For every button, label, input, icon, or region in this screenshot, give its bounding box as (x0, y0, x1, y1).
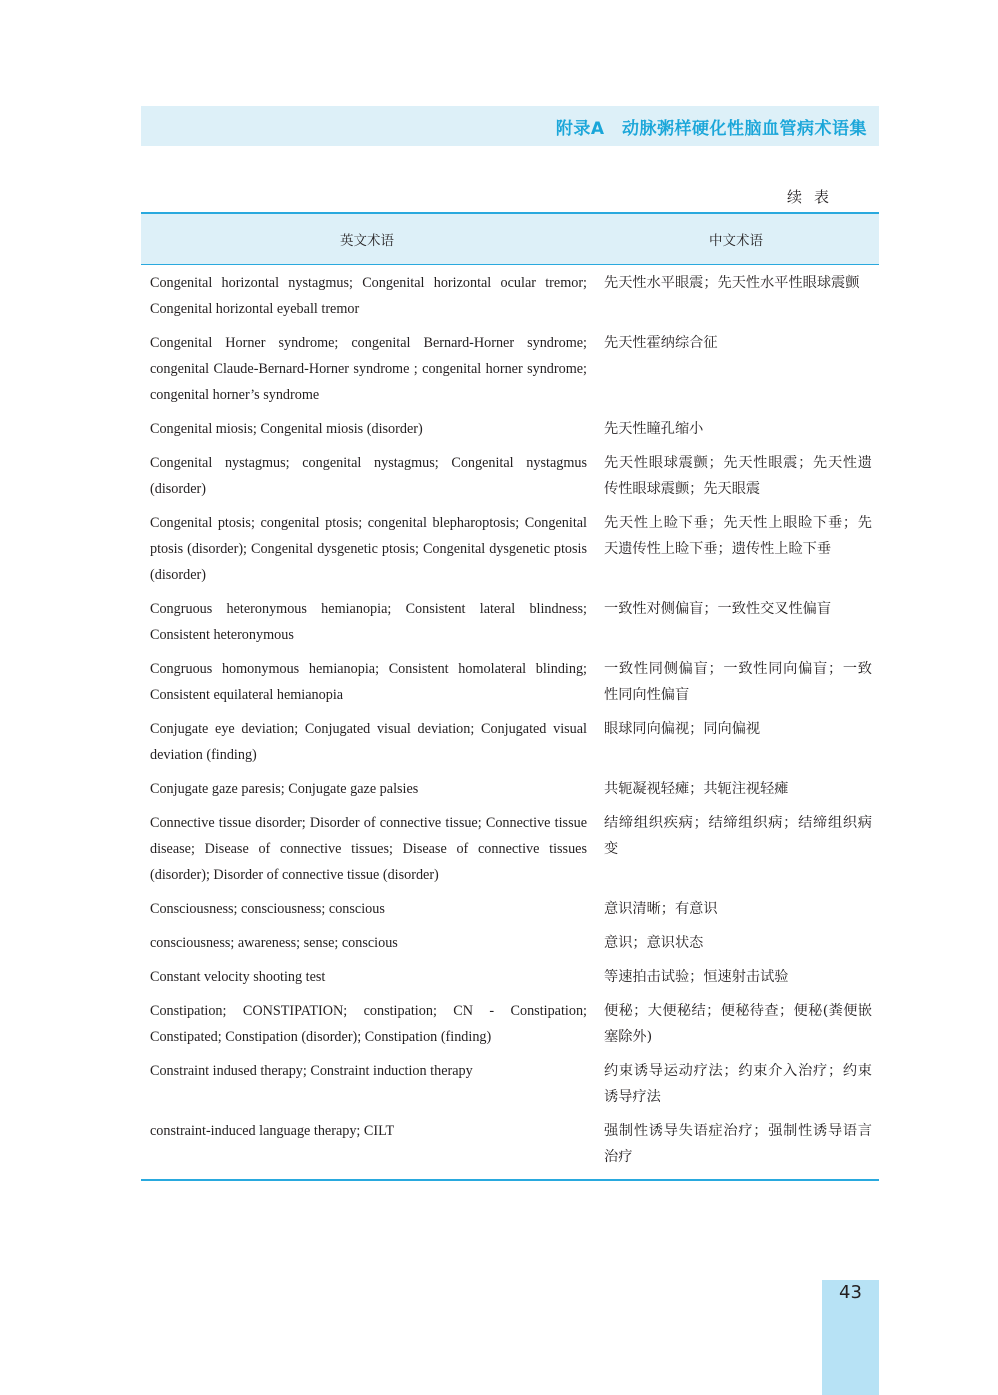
chinese-term-cell: 强制性诱导失语症治疗；强制性诱导语言治疗 (604, 1123, 872, 1165)
table-row (141, 450, 879, 510)
table-body (141, 265, 879, 1179)
english-term-cell: Congenital nystagmus; congenital nystagmus; Congenital nystagmus (disorder) (150, 455, 587, 497)
chinese-term-cell: 眼球同向偏视；同向偏视 (604, 721, 761, 737)
page-number-tab (822, 1280, 879, 1395)
table-row (141, 416, 879, 450)
chinese-term-cell: 先天性上睑下垂；先天性上眼睑下垂；先天遗传性上睑下垂；遗传性上睑下垂 (604, 515, 872, 557)
table-row (141, 656, 879, 716)
english-term-cell: Connective tissue disorder; Disorder of connective tissue; Connective tissue disease; Disease of connective tissues; Disease of connective tissues (disorder); Disorder of connective tissue (disorder) (150, 815, 587, 883)
chinese-term-cell: 先天性瞳孔缩小 (604, 421, 704, 437)
page-number: 43 (839, 1282, 862, 1303)
chinese-term-cell: 先天性眼球震颤；先天性眼震；先天性遗传性眼球震颤；先天眼震 (604, 455, 872, 497)
english-term-cell: Constipation; CONSTIPATION; constipation; CN - Constipation; Constipated; Constipation (disorder); Constipation (finding) (150, 1003, 587, 1045)
chinese-term-cell: 约束诱导运动疗法；约束介入治疗；约束诱导疗法 (604, 1063, 872, 1105)
english-term-cell: consciousness; awareness; sense; conscious (150, 935, 398, 951)
continued-label: 续表 (787, 188, 842, 206)
table-row (141, 596, 879, 656)
english-term-cell: Conjugate gaze paresis; Conjugate gaze palsies (150, 781, 419, 797)
table-row (141, 776, 879, 810)
table-row (141, 716, 879, 776)
table-row (141, 810, 879, 896)
table-row (141, 510, 879, 596)
english-term-cell: Congenital ptosis; congenital ptosis; congenital blepharoptosis; Congenital ptosis (disorder); Congenital dysgenetic ptosis; Congenital dysgenetic ptosis (disorder) (150, 515, 587, 583)
english-term-cell: Conjugate eye deviation; Conjugated visual deviation; Conjugated visual deviation (finding) (150, 721, 587, 763)
english-term-cell: Congruous homonymous hemianopia; Consistent homolateral blinding; Consistent equilateral hemianopia (150, 661, 587, 703)
english-term-cell: Congenital Horner syndrome; congenital Bernard-Horner syndrome; congenital Claude-Bernard-Horner syndrome ; congenital horner syndrome; congenital horner’s syndrome (150, 335, 587, 403)
column-header-chinese: 中文术语 (709, 233, 763, 249)
english-term-cell: constraint-induced language therapy; CILT (150, 1123, 395, 1139)
table-header (141, 214, 879, 265)
chinese-term-cell: 共轭凝视轻瘫；共轭注视轻瘫 (604, 781, 789, 797)
running-header-title: 附录A 动脉粥样硬化性脑血管病术语集 (555, 119, 867, 139)
english-term-cell: Congruous heteronymous hemianopia; Consistent lateral blindness; Consistent heteronymous (150, 601, 587, 643)
running-header (141, 106, 879, 146)
chinese-term-cell: 结缔组织疾病；结缔组织病；结缔组织病变 (604, 815, 872, 857)
chinese-term-cell: 便秘；大便秘结；便秘待查；便秘(粪便嵌塞除外) (604, 1003, 872, 1045)
english-term-cell: Constant velocity shooting test (150, 969, 326, 985)
terms-table (141, 212, 879, 1181)
chinese-term-cell: 意识清晰；有意识 (604, 901, 718, 917)
table-row (141, 330, 879, 416)
english-term-cell: Constraint indused therapy; Constraint induction therapy (150, 1063, 473, 1079)
chinese-term-cell: 一致性对侧偏盲；一致性交叉性偏盲 (604, 601, 832, 617)
table-row (141, 964, 879, 998)
chinese-term-cell: 先天性水平眼震；先天性水平性眼球震颤 (604, 275, 860, 291)
table-row (141, 930, 879, 964)
table-row (141, 896, 879, 930)
table-row (141, 270, 879, 330)
chinese-term-cell: 一致性同侧偏盲；一致性同向偏盲；一致性同向性偏盲 (604, 661, 872, 703)
english-term-cell: Congenital horizontal nystagmus; Congenital horizontal ocular tremor; Congenital horizontal eyeball tremor (150, 275, 587, 317)
table-row (141, 998, 879, 1058)
chinese-term-cell: 先天性霍纳综合征 (604, 335, 718, 351)
chinese-term-cell: 等速拍击试验；恒速射击试验 (604, 969, 789, 985)
table-row (141, 1118, 879, 1178)
english-term-cell: Congenital miosis; Congenital miosis (disorder) (150, 421, 423, 437)
english-term-cell: Consciousness; consciousness; conscious (150, 901, 385, 917)
chinese-term-cell: 意识；意识状态 (604, 935, 704, 951)
table-row (141, 1058, 879, 1118)
column-header-english: 英文术语 (340, 233, 394, 249)
